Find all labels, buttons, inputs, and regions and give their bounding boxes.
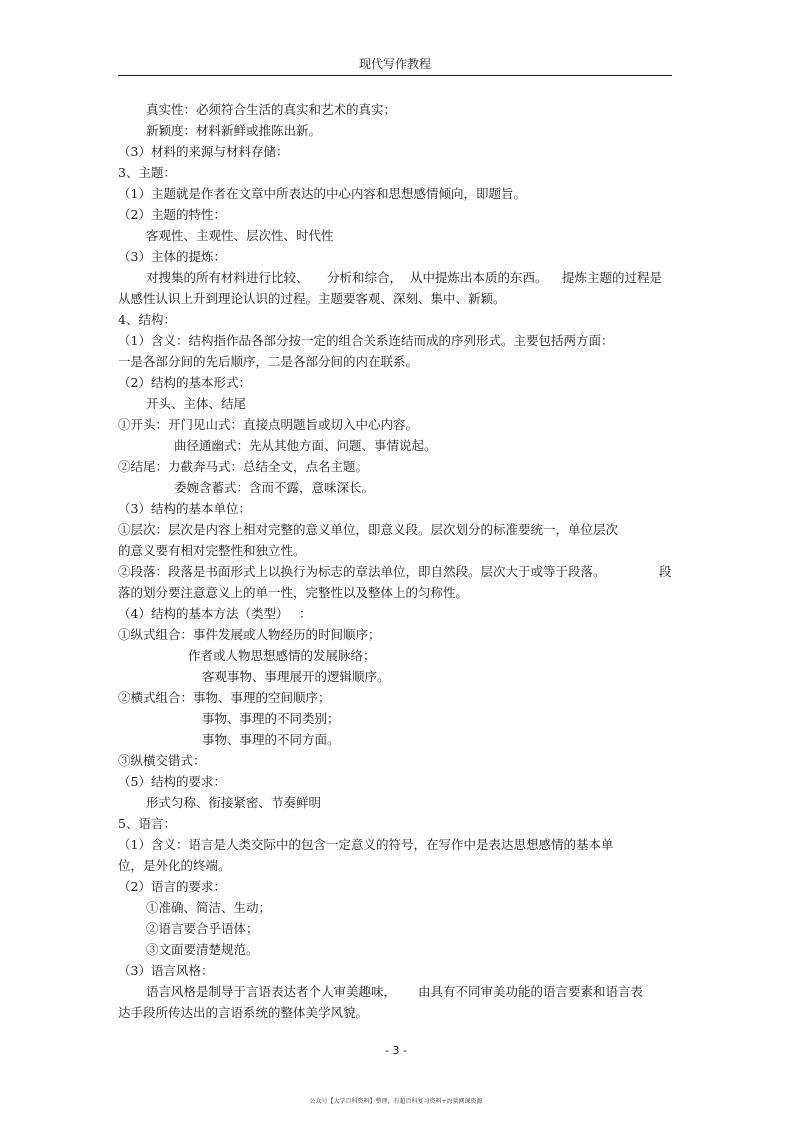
text-segment: 段 [659,564,672,579]
text-line [118,666,678,687]
text-line: 客观性、主观性、层次性、时代性 [146,228,334,243]
text-segment: 语言风格是制导于言语表达者个人审美趣味， [146,984,397,999]
text-line: （1）含义：语言是人类交际中的包含一定意义的符号，在写作中是表达思想感情的基本单 [118,837,614,852]
text-line [118,708,678,729]
footer-note: 公众号【大学百科资料】整理，有超百科复习资料+海量网课资源 [309,1098,483,1105]
text-segment: 分析和综合， [327,270,403,285]
text-line [118,561,678,582]
text-line: （2）主题的特性： [118,207,226,222]
text-segment: 对搜集的所有材料进行比较、 [146,270,309,285]
text-segment: 从中提炼出本质的东西。 [410,270,548,285]
text-segment: ： [299,606,312,621]
text-line: ①准确、简洁、生动； [146,900,272,915]
text-line: 达手段所传达出的言语系统的整体美学风貌。 [118,1005,369,1020]
section-heading: 5、语言： [118,816,176,831]
text-line: 位，是外化的终端。 [118,858,231,873]
text-line: （3）语言风格： [118,963,214,978]
text-segment: （4）结构的基本方法（类型） [118,606,289,621]
text-line: 落的划分要注意意义上的单一性，完整性以及整体上的匀称性。 [118,585,469,600]
text-segment: 事物、事理的不同类别； [202,711,340,726]
text-segment: 客观事物、事理展开的逻辑顺序。 [202,669,390,684]
text-line: （3）材料的来源与材料存储： [118,144,289,159]
text-line [118,435,678,456]
text-line: ②语言要合乎语体； [146,921,259,936]
text-line [118,477,678,498]
text-segment: 提炼主题的过程是 [562,270,663,285]
text-line: 开头、主体、结尾 [146,396,247,411]
text-line: （5）结构的要求： [118,774,226,789]
text-line: 一是各部分间的先后顺序，二是各部分间的内在联系。 [118,354,419,369]
section-heading: 4、结构： [118,312,176,327]
text-line: （1）含义：结构指作品各部分按一定的组合关系连结而成的序列形式。主要包括两方面： [118,333,614,348]
text-line: （1）主题就是作者在文章中所表达的中心内容和思想感情倾向，即题旨。 [118,186,526,201]
text-line: ③纵横交错式： [118,753,206,768]
text-segment: 曲径通幽式：先从其他方面、问题、事情说起。 [174,438,437,453]
text-segment: 事物、事理的不同方面。 [202,732,340,747]
text-line: ②结尾：力截奔马式：总结全文，点名主题。 [118,459,369,474]
text-line: ①开头：开门见山式：直接点明题旨或切入中心内容。 [118,417,419,432]
text-line: 从感性认识上升到理论认识的过程。主题要客观、深刻、集中、新颖。 [118,291,506,306]
section-heading: 3、主题： [118,165,176,180]
text-line [118,645,678,666]
page-body [118,99,678,1023]
text-line [118,981,678,1002]
text-line: 形式匀称、衔接紧密、节奏鲜明 [146,795,322,810]
header-rule [118,75,672,76]
text-line: （2）语言的要求： [118,879,226,894]
text-line: ①纵式组合：事件发展或人物经历的时间顺序； [118,627,381,642]
page-number: - 3 - [385,1044,407,1057]
text-segment: 由具有不同审美功能的语言要素和语言表 [418,984,644,999]
text-line: 的意义要有相对完整性和独立性。 [118,543,306,558]
text-line: ②横式组合：事物、事理的空间顺序； [118,690,331,705]
running-header: 现代写作教程 [358,57,431,71]
text-line [118,267,678,288]
text-line: 真实性：必须符合生活的真实和艺术的真实； [146,102,397,117]
text-line: （3）主体的提炼： [118,249,226,264]
text-line: （2）结构的基本形式： [118,375,251,390]
text-line [118,603,678,624]
text-line [118,729,678,750]
text-line: （3）结构的基本单位： [118,501,251,516]
text-line: ①层次：层次是内容上相对完整的意义单位，即意义段。层次划分的标准要统一，单位层次 [118,522,619,537]
text-line: ③文面要清楚规范。 [146,942,259,957]
text-segment: 委婉含蓄式：含而不露，意味深长。 [174,480,375,495]
text-segment: 作者或人物思想感情的发展脉络； [188,648,376,663]
text-line: 新颖度：材料新鲜或推陈出新。 [146,123,322,138]
text-segment: ②段落：段落是书面形式上以换行为标志的章法单位，即自然段。层次大于或等于段落。 [118,564,606,579]
